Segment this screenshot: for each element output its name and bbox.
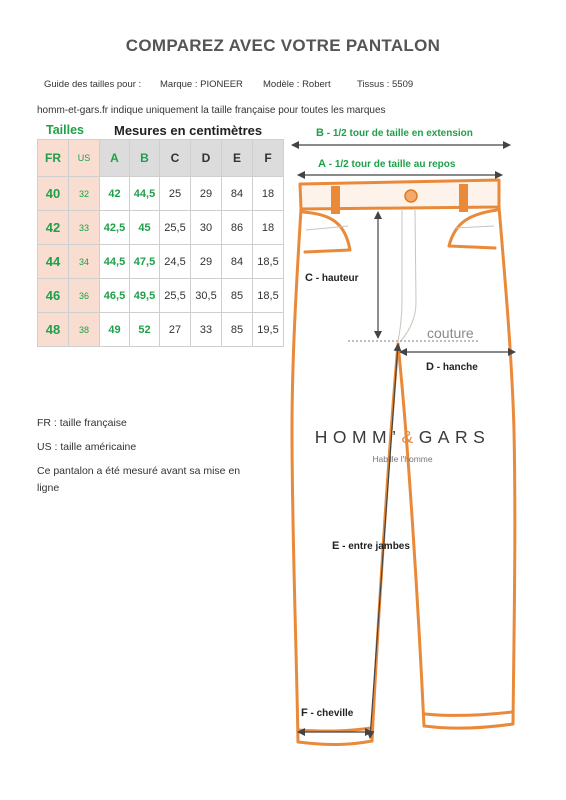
measure-a-label (318, 158, 455, 170)
cell-c: 24,5 (160, 245, 191, 279)
cell-fr: 44 (38, 245, 69, 279)
measures-heading: Mesures en centimètres (114, 123, 263, 138)
measure-c-label (305, 272, 359, 284)
cell-c: 25,5 (160, 279, 191, 313)
cell-f: 18,5 (253, 245, 284, 279)
column-header-f: F (253, 140, 284, 177)
cell-f: 18,5 (253, 279, 284, 313)
cell-a: 42 (100, 177, 130, 211)
cell-d: 30,5 (191, 279, 222, 313)
measure-b-text: - 1/2 tour de taille en extension (323, 128, 473, 139)
cell-e: 86 (222, 211, 253, 245)
legend-us: US : taille américaine (37, 441, 137, 453)
column-header-a: A (100, 140, 130, 177)
cell-fr: 42 (38, 211, 69, 245)
legend-measured-2: ligne (37, 482, 60, 494)
cell-d: 30 (191, 211, 222, 245)
cell-a: 42,5 (100, 211, 130, 245)
measure-d-text: - hanche (433, 362, 478, 373)
fabric-field: Tissus : 5509 (357, 79, 414, 90)
cell-fr: 46 (38, 279, 69, 313)
brand-logo-right: GARS (418, 427, 491, 447)
cell-a: 46,5 (100, 279, 130, 313)
cell-us: 38 (69, 313, 100, 347)
legend-fr: FR : taille française (37, 417, 127, 429)
measure-f-text: - cheville (307, 708, 354, 719)
cell-fr: 40 (38, 177, 69, 211)
cell-d: 33 (191, 313, 222, 347)
column-header-b: B (130, 140, 160, 177)
brand-logo-left: HOMM’ (314, 427, 402, 447)
cell-c: 25,5 (160, 211, 191, 245)
measure-d-letter: D (426, 361, 434, 373)
cell-us: 34 (69, 245, 100, 279)
guide-label: Guide des tailles pour : (44, 79, 142, 90)
page-title: COMPAREZ AVEC VOTRE PANTALON (125, 36, 441, 55)
measure-c-text: - hauteur (312, 273, 359, 284)
column-header-c: C (160, 140, 191, 177)
cell-b: 44,5 (130, 177, 160, 211)
column-header-us: US (69, 140, 100, 177)
cell-f: 18 (253, 211, 284, 245)
measure-f-letter: F (301, 707, 308, 719)
measure-b-letter: B (316, 127, 324, 139)
brand-slogan: Habille l'homme (372, 454, 433, 464)
brand-logo-ampersand: & (401, 427, 419, 447)
measure-e-text: - entre jambes (339, 541, 410, 552)
measure-c-letter: C (305, 272, 313, 284)
cell-e: 84 (222, 245, 253, 279)
cell-us: 33 (69, 211, 100, 245)
cell-fr: 48 (38, 313, 69, 347)
cell-us: 36 (69, 279, 100, 313)
measure-a-letter: A (318, 158, 326, 170)
cell-a: 44,5 (100, 245, 130, 279)
sizes-heading: Tailles (46, 123, 84, 137)
cell-c: 27 (160, 313, 191, 347)
column-header-fr: FR (38, 140, 69, 177)
legend-measured-1: Ce pantalon a été mesuré avant sa mise en (37, 465, 241, 477)
sizing-note: homm-et-gars.fr indique uniquement la taille française pour toutes les marques (37, 105, 386, 116)
seam-label: couture (427, 325, 474, 341)
column-header-e: E (222, 140, 253, 177)
cell-b: 49,5 (130, 279, 160, 313)
cell-a: 49 (100, 313, 130, 347)
cell-b: 45 (130, 211, 160, 245)
brand-field: Marque : PIONEER (160, 79, 243, 90)
cell-b: 47,5 (130, 245, 160, 279)
measure-b-label (316, 127, 473, 139)
cell-b: 52 (130, 313, 160, 347)
cell-us: 32 (69, 177, 100, 211)
column-header-d: D (191, 140, 222, 177)
model-field: Modèle : Robert (263, 79, 331, 90)
cell-e: 84 (222, 177, 253, 211)
measure-d-label (426, 361, 478, 373)
cell-f: 18 (253, 177, 284, 211)
measure-a-text: - 1/2 tour de taille au repos (325, 159, 456, 170)
brand-logo (300, 427, 505, 448)
cell-d: 29 (191, 245, 222, 279)
cell-f: 19,5 (253, 313, 284, 347)
measure-e-label (332, 540, 410, 552)
measure-e-letter: E (332, 540, 340, 552)
cell-c: 25 (160, 177, 191, 211)
cell-d: 29 (191, 177, 222, 211)
cell-e: 85 (222, 279, 253, 313)
cell-e: 85 (222, 313, 253, 347)
measure-f-label (301, 707, 353, 719)
